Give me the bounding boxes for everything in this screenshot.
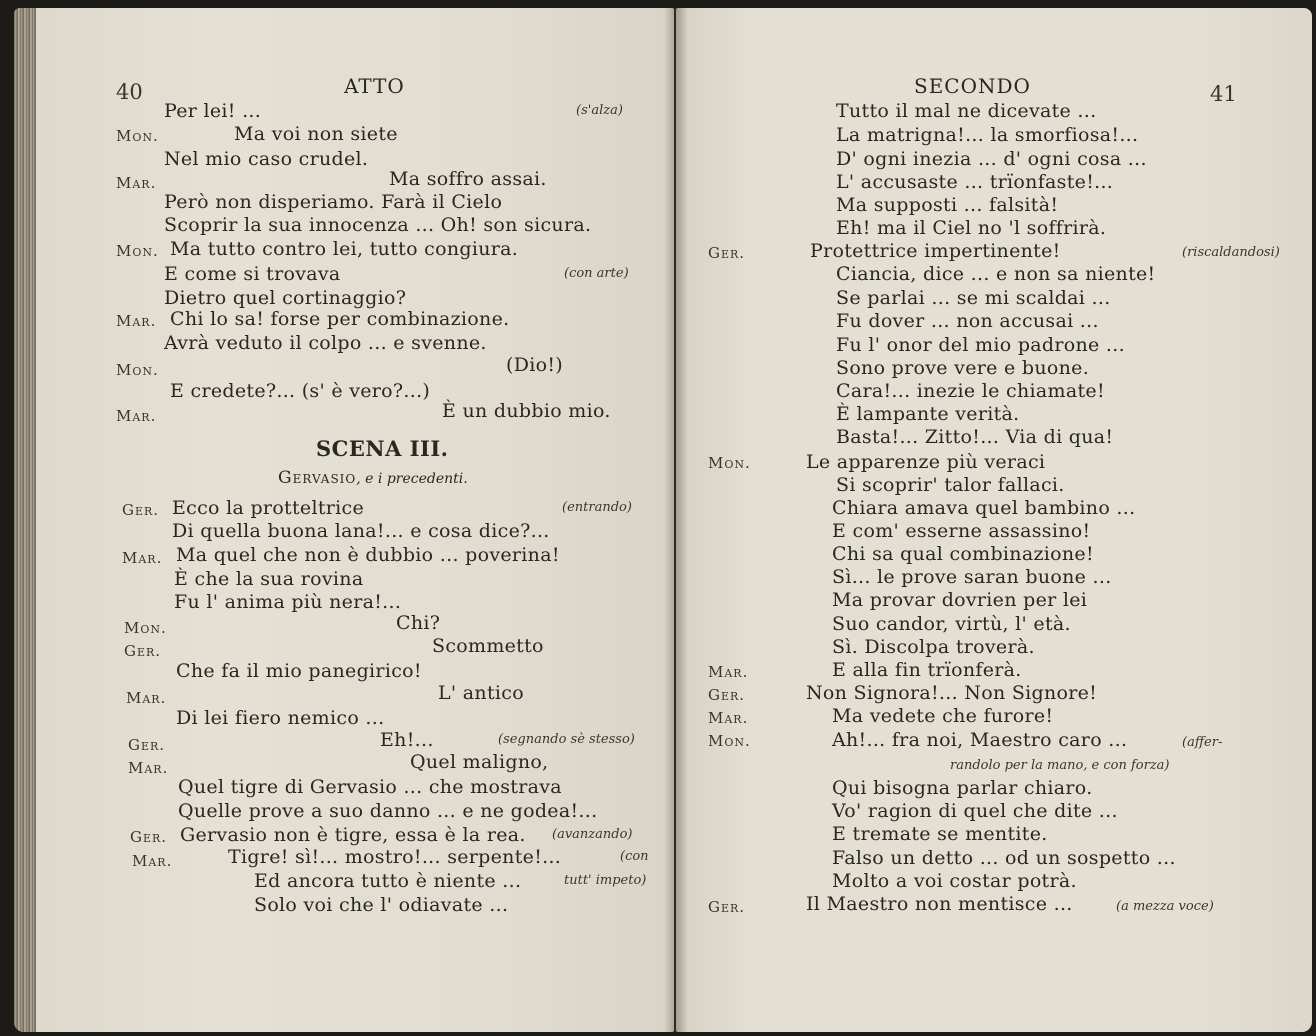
verse-line: E com' esserne assassino! xyxy=(832,520,1091,542)
verse-line: Fu l' anima più nera!... xyxy=(174,591,402,613)
verse-line: Di quella buona lana!... e cosa dice?... xyxy=(172,520,550,542)
speaker-label: Mar. xyxy=(708,709,749,727)
verse-line: Falso un detto ... od un sospetto ... xyxy=(832,847,1176,869)
verse-line: Qui bisogna parlar chiaro. xyxy=(832,777,1093,799)
verse-line: Le apparenze più veraci xyxy=(806,451,1046,473)
scene-title: SCENA III. xyxy=(316,436,449,461)
verse-line: Ma vedete che furore! xyxy=(832,705,1054,727)
verse-line: Suo candor, virtù, l' età. xyxy=(832,613,1071,635)
running-head: SECONDO xyxy=(914,74,1031,98)
verse-line: L' accusaste ... trïonfaste!... xyxy=(836,171,1114,193)
verse-line: Ma provar dovrien per lei xyxy=(832,589,1088,611)
speaker-label: Mar. xyxy=(122,549,163,567)
verse-line: Eh!... xyxy=(380,729,434,751)
book-gutter xyxy=(664,8,688,1032)
verse-line: È che la sua rovina xyxy=(174,568,364,590)
speaker-label: Mar. xyxy=(132,852,173,870)
stage-direction: (con xyxy=(620,849,649,864)
verse-line: Non Signora!... Non Signore! xyxy=(806,682,1098,704)
verse-line: (Dio!) xyxy=(506,354,564,376)
page-number: 40 xyxy=(116,80,143,104)
speaker-label: Mon. xyxy=(708,732,751,750)
verse-line: Ma supposti ... falsità! xyxy=(836,194,1059,216)
speaker-label: Ger. xyxy=(708,898,746,916)
verse-line: Ecco la protteltrice xyxy=(172,497,365,519)
stage-direction: (a mezza voce) xyxy=(1116,899,1214,914)
speaker-label: Ger. xyxy=(130,828,168,846)
verse-line: Ma tutto contro lei, tutto congiura. xyxy=(170,238,519,260)
verse-line: Sono prove vere e buone. xyxy=(836,357,1090,379)
verse-line: Chi lo sa! forse per combinazione. xyxy=(170,308,510,330)
speaker-label: Mar. xyxy=(128,759,169,777)
scene-characters xyxy=(278,467,468,490)
speaker-label: Mon. xyxy=(116,242,159,260)
verse-line: Scommetto xyxy=(432,635,544,657)
verse-line: Sì... le prove saran buone ... xyxy=(832,566,1112,588)
verse-line: È un dubbio mio. xyxy=(442,400,611,422)
verse-line: Che fa il mio panegirico! xyxy=(176,660,422,682)
verse-line: E come si trovava xyxy=(164,263,341,285)
verse-line: Dietro quel cortinaggio? xyxy=(164,287,407,309)
verse-line: D' ogni inezia ... d' ogni cosa ... xyxy=(836,148,1147,170)
speaker-label: Mar. xyxy=(126,689,167,707)
verse-line: Basta!... Zitto!... Via di qua! xyxy=(836,426,1114,448)
verse-line: Chi? xyxy=(396,612,441,634)
verse-line: Ah!... fra noi, Maestro caro ... xyxy=(832,729,1128,751)
verse-line: Però non disperiamo. Farà il Cielo xyxy=(164,191,503,213)
speaker-label: Mar. xyxy=(116,407,157,425)
verse-line: E credete?... (s' è vero?...) xyxy=(170,380,431,402)
verse-line: E alla fin trïonferà. xyxy=(832,659,1022,681)
speaker-label: Ger. xyxy=(124,642,162,660)
character-name: Gervasio xyxy=(278,468,357,488)
speaker-label: Mar. xyxy=(116,174,157,192)
verse-line: Gervasio non è tigre, essa è la rea. xyxy=(180,824,526,846)
speaker-label: Ger. xyxy=(128,736,166,754)
verse-line: Di lei fiero nemico ... xyxy=(176,707,385,729)
page-number: 41 xyxy=(1210,82,1237,106)
verse-line: Fu l' onor del mio padrone ... xyxy=(836,334,1125,356)
speaker-label: Ger. xyxy=(708,244,746,262)
verse-line: Protettrice impertinente! xyxy=(810,240,1061,262)
stage-direction: (riscaldandosi) xyxy=(1182,245,1280,260)
speaker-label: Mar. xyxy=(116,312,157,330)
verse-line: Scoprir la sua innocenza ... Oh! son sicura. xyxy=(164,214,592,236)
verse-line: Eh! ma il Ciel no 'l soffrirà. xyxy=(836,217,1107,239)
stage-direction: (entrando) xyxy=(562,500,632,515)
verse-line: Cara!... inezie le chiamate! xyxy=(836,380,1105,402)
stage-direction: (s'alza) xyxy=(576,103,623,118)
verse-line: Ed ancora tutto è niente ... xyxy=(254,870,522,892)
verse-line: Ma quel che non è dubbio ... poverina! xyxy=(176,544,560,566)
speaker-label: Ger. xyxy=(708,686,746,704)
verse-line: Nel mio caso crudel. xyxy=(164,148,369,170)
stage-direction: (affer- xyxy=(1182,735,1223,750)
verse-line: Si scoprir' talor fallaci. xyxy=(836,474,1065,496)
stage-direction: (con arte) xyxy=(564,266,629,281)
verse-line: Avrà veduto il colpo ... e svenne. xyxy=(164,332,487,354)
verse-line: Ma voi non siete xyxy=(234,123,398,145)
verse-line: Ciancia, dice ... e non sa niente! xyxy=(836,263,1156,285)
verse-line: Vo' ragion di quel che dite ... xyxy=(832,800,1118,822)
left-page xyxy=(14,8,674,1032)
verse-line: Quelle prove a suo danno ... e ne godea!... xyxy=(178,800,598,822)
speaker-label: Mon. xyxy=(116,127,159,145)
verse-line: Quel tigre di Gervasio ... che mostrava xyxy=(178,776,562,798)
verse-line: Il Maestro non mentisce ... xyxy=(806,893,1073,915)
verse-line: Chiara amava quel bambino ... xyxy=(832,497,1136,519)
speaker-label: Mon. xyxy=(708,454,751,472)
verse-line: Tigre! sì!... mostro!... serpente!... xyxy=(228,846,562,868)
verse-line: Sì. Discolpa troverà. xyxy=(832,636,1035,658)
right-page xyxy=(676,8,1312,1032)
speaker-label: Mar. xyxy=(708,663,749,681)
verse-line: Fu dover ... non accusai ... xyxy=(836,310,1099,332)
running-head: ATTO xyxy=(344,74,405,98)
verse-line: Solo voi che l' odiavate ... xyxy=(254,894,509,916)
stage-direction: randolo per la mano, e con forza) xyxy=(950,758,1170,773)
verse-line: Quel maligno, xyxy=(410,751,549,773)
verse-line: Molto a voi costar potrà. xyxy=(832,870,1077,892)
verse-line: Per lei! ... xyxy=(164,100,262,122)
page-edge-stack xyxy=(14,8,36,1032)
verse-line: La matrigna!... la smorfiosa!... xyxy=(836,124,1139,146)
verse-line: Tutto il mal ne dicevate ... xyxy=(836,100,1097,122)
speaker-label: Mon. xyxy=(124,619,167,637)
verse-line: Se parlai ... se mi scaldai ... xyxy=(836,287,1111,309)
verse-line: Chi sa qual combinazione! xyxy=(832,543,1094,565)
verse-line: L' antico xyxy=(438,682,524,704)
verse-line: È lampante verità. xyxy=(836,403,1020,425)
speaker-label: Ger. xyxy=(122,501,160,519)
character-note: , e i precedenti. xyxy=(356,471,468,487)
stage-direction: (avanzando) xyxy=(552,827,633,842)
verse-line: E tremate se mentite. xyxy=(832,823,1048,845)
verse-line: Ma soffro assai. xyxy=(389,168,547,190)
stage-direction: (segnando sè stesso) xyxy=(498,732,635,747)
stage-direction: tutt' impeto) xyxy=(564,873,647,888)
speaker-label: Mon. xyxy=(116,361,159,379)
